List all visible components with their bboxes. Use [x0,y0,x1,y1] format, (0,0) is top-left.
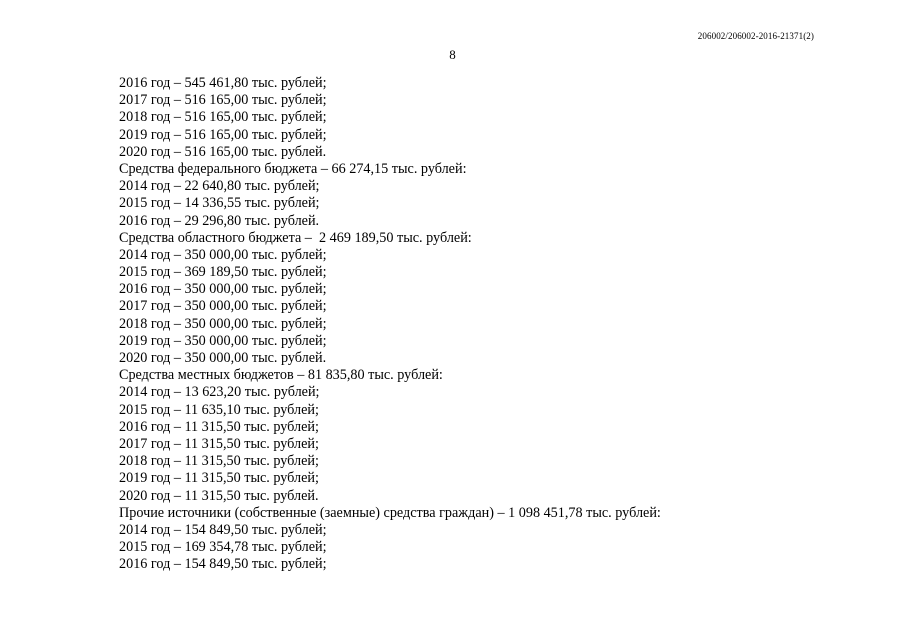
section-heading: Средства местных бюджетов – 81 835,80 тыс. рублей: [119,367,443,384]
text-line: 2019 год – 11 315,50 тыс. рублей; [119,470,319,487]
text-line: 2017 год – 516 165,00 тыс. рублей; [119,92,327,109]
section-heading: Прочие источники (собственные (заемные) средства граждан) – 1 098 451,78 тыс. рублей: [119,504,661,521]
text-line: 2020 год – 516 165,00 тыс. рублей. [119,143,327,160]
text-line: 2016 год – 29 296,80 тыс. рублей. [119,212,320,229]
text-line: 2016 год – 11 315,50 тыс. рублей; [119,418,319,435]
text-line: 2016 год – 154 849,50 тыс. рублей; [119,556,327,573]
text-line: 2020 год – 11 315,50 тыс. рублей. [119,487,319,504]
section-heading: Средства областного бюджета – 2 469 189,50 тыс. рублей: [119,229,472,246]
text-line: 2014 год – 22 640,80 тыс. рублей; [119,178,320,195]
document-body [119,75,661,573]
text-line: 2018 год – 11 315,50 тыс. рублей; [119,453,319,470]
text-line: 2018 год – 350 000,00 тыс. рублей; [119,315,327,332]
text-line: 2016 год – 350 000,00 тыс. рублей; [119,281,327,298]
text-line: 2015 год – 14 336,55 тыс. рублей; [119,195,320,212]
section-heading: Средства федерального бюджета – 66 274,15 тыс. рублей: [119,160,467,177]
text-line: 2018 год – 516 165,00 тыс. рублей; [119,109,327,126]
text-line: 2015 год – 169 354,78 тыс. рублей; [119,539,327,556]
page-number: 8 [449,47,456,62]
document-id: 206002/206002-2016-21371(2) [697,31,814,41]
text-line: 2020 год – 350 000,00 тыс. рублей. [119,350,327,366]
text-line: 2017 год – 350 000,00 тыс. рублей; [119,298,327,315]
text-line: 2019 год – 516 165,00 тыс. рублей; [119,126,327,143]
text-line: 2014 год – 154 849,50 тыс. рублей; [119,521,327,538]
text-line: 2014 год – 13 623,20 тыс. рублей; [119,384,320,401]
text-line: 2016 год – 545 461,80 тыс. рублей; [119,75,327,91]
text-line: 2017 год – 11 315,50 тыс. рублей; [119,435,319,452]
text-line: 2015 год – 11 635,10 тыс. рублей; [119,401,319,418]
text-line: 2019 год – 350 000,00 тыс. рублей; [119,332,327,349]
text-line: 2014 год – 350 000,00 тыс. рублей; [119,246,327,263]
text-line: 2015 год – 369 189,50 тыс. рублей; [119,264,327,281]
